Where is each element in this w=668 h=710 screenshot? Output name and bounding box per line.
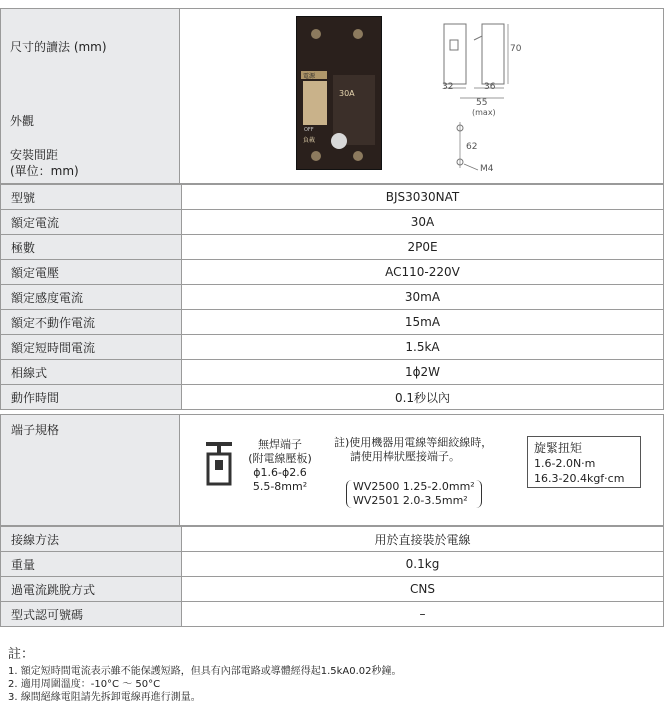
row-label: 過電流跳脫方式 xyxy=(1,577,182,602)
test-button xyxy=(331,133,347,149)
torque-box xyxy=(527,436,641,488)
table-row xyxy=(1,285,664,310)
breaker-handle xyxy=(303,81,327,125)
row-value: 1.5kA xyxy=(182,335,664,360)
size-reading-label: 尺寸的讀法 (mm) xyxy=(10,40,107,54)
table-row xyxy=(1,335,664,360)
row-label: 重量 xyxy=(1,552,182,577)
terminal-lug-icon xyxy=(204,440,234,486)
appearance-label: 外觀 xyxy=(10,114,35,128)
dim-width-a: 32 xyxy=(442,82,454,92)
wire-spec-2: WV2501 2.0-3.5mm² xyxy=(353,494,468,507)
row-value: AC110-220V xyxy=(182,260,664,285)
row-label: 額定不動作電流 xyxy=(1,310,182,335)
spec-table-upper xyxy=(0,184,664,410)
dim-height: 70 xyxy=(510,44,522,54)
terminal-diameter: ϕ1.6-ϕ2.6 xyxy=(253,466,307,479)
table-row xyxy=(1,210,664,235)
table-row xyxy=(1,185,664,210)
note-2: 2. 適用周圍溫度：-10°C ～ 50°C xyxy=(8,679,161,690)
dim-screw: M4 xyxy=(480,164,494,174)
terminal-note-line1: 註)使用機器用電線等細絞線時， xyxy=(334,436,493,449)
row-value: 2P0E xyxy=(182,235,664,260)
notes-title: 註： xyxy=(8,647,35,662)
terminal-screw-icon xyxy=(311,151,321,161)
table-row xyxy=(1,602,664,627)
device-off-text: OFF xyxy=(304,127,314,133)
spec-table-lower xyxy=(0,526,664,627)
row-value: 0.1秒以內 xyxy=(182,385,664,410)
torque-nm: 1.6-2.0N·m xyxy=(534,457,596,470)
terminal-type-note: (附電線壓板) xyxy=(248,452,312,465)
wire-spec-box xyxy=(346,480,482,508)
terminal-screw-icon xyxy=(353,151,363,161)
terminal-screw-icon xyxy=(353,29,363,39)
row-label: 極數 xyxy=(1,235,182,260)
row-label: 接線方法 xyxy=(1,527,182,552)
table-row xyxy=(1,385,664,410)
torque-kgf: 16.3-20.4kgf·cm xyxy=(534,472,625,485)
row-value: 1ϕ2W xyxy=(182,360,664,385)
device-brand-text: 負載 xyxy=(303,137,316,144)
table-row xyxy=(1,260,664,285)
row-label: 額定電流 xyxy=(1,210,182,235)
terminal-area: 5.5-8mm² xyxy=(252,480,308,493)
row-label: 動作時間 xyxy=(1,385,182,410)
row-value: 用於直接裝於電線 xyxy=(182,527,664,552)
table-row xyxy=(1,577,664,602)
row-label: 型號 xyxy=(1,185,182,210)
mount-spacing-unit: (單位：mm) xyxy=(10,164,79,178)
wire-spec-1: WV2500 1.25-2.0mm² xyxy=(353,480,475,493)
torque-title: 旋緊扭矩 xyxy=(534,441,583,455)
notes xyxy=(8,648,402,704)
row-label: 型式認可號碼 xyxy=(1,602,182,627)
terminal-note-line2: 請使用棒狀壓接端子。 xyxy=(350,450,460,463)
row-label: 相線式 xyxy=(1,360,182,385)
row-value: 15mA xyxy=(182,310,664,335)
terminal-screw-icon xyxy=(311,29,321,39)
table-row xyxy=(1,310,664,335)
dim-width-b: 36 xyxy=(484,82,496,92)
header-image-panel xyxy=(180,8,664,184)
row-label: 額定短時間電流 xyxy=(1,335,182,360)
row-value: 0.1kg xyxy=(182,552,664,577)
dim-depth-note: (max) xyxy=(472,108,496,117)
note-1: 1. 額定短時間電流表示雖不能保護短路，但具有內部電路或導體經得起1.5kA0.02秒鐘。 xyxy=(8,666,402,677)
device-rating-text: 30A xyxy=(339,89,355,98)
row-value: – xyxy=(182,602,664,627)
table-row xyxy=(1,360,664,385)
table-row xyxy=(1,552,664,577)
row-value: CNS xyxy=(182,577,664,602)
row-value: 30A xyxy=(182,210,664,235)
row-value: 30mA xyxy=(182,285,664,310)
breaker-photo xyxy=(296,16,382,170)
terminal-type: 無焊端子 xyxy=(258,438,302,451)
dim-mount-spacing: 62 xyxy=(466,142,478,152)
row-label: 額定電壓 xyxy=(1,260,182,285)
table-row xyxy=(1,527,664,552)
terminal-label: 端子規格 xyxy=(11,423,60,437)
terminal-lug-info xyxy=(240,438,320,494)
note-3: 3. 線間絕緣電阻請先拆卸電線再進行測量。 xyxy=(8,692,201,703)
terminal-label-cell xyxy=(0,414,180,526)
dim-depth: 55 xyxy=(476,98,488,108)
device-label-top-text: 電源 xyxy=(303,73,316,80)
mount-spacing-label: 安裝間距 xyxy=(10,148,59,162)
row-label: 額定感度電流 xyxy=(1,285,182,310)
terminal-note xyxy=(334,436,492,464)
row-value: BJS3030NAT xyxy=(182,185,664,210)
table-row xyxy=(1,235,664,260)
